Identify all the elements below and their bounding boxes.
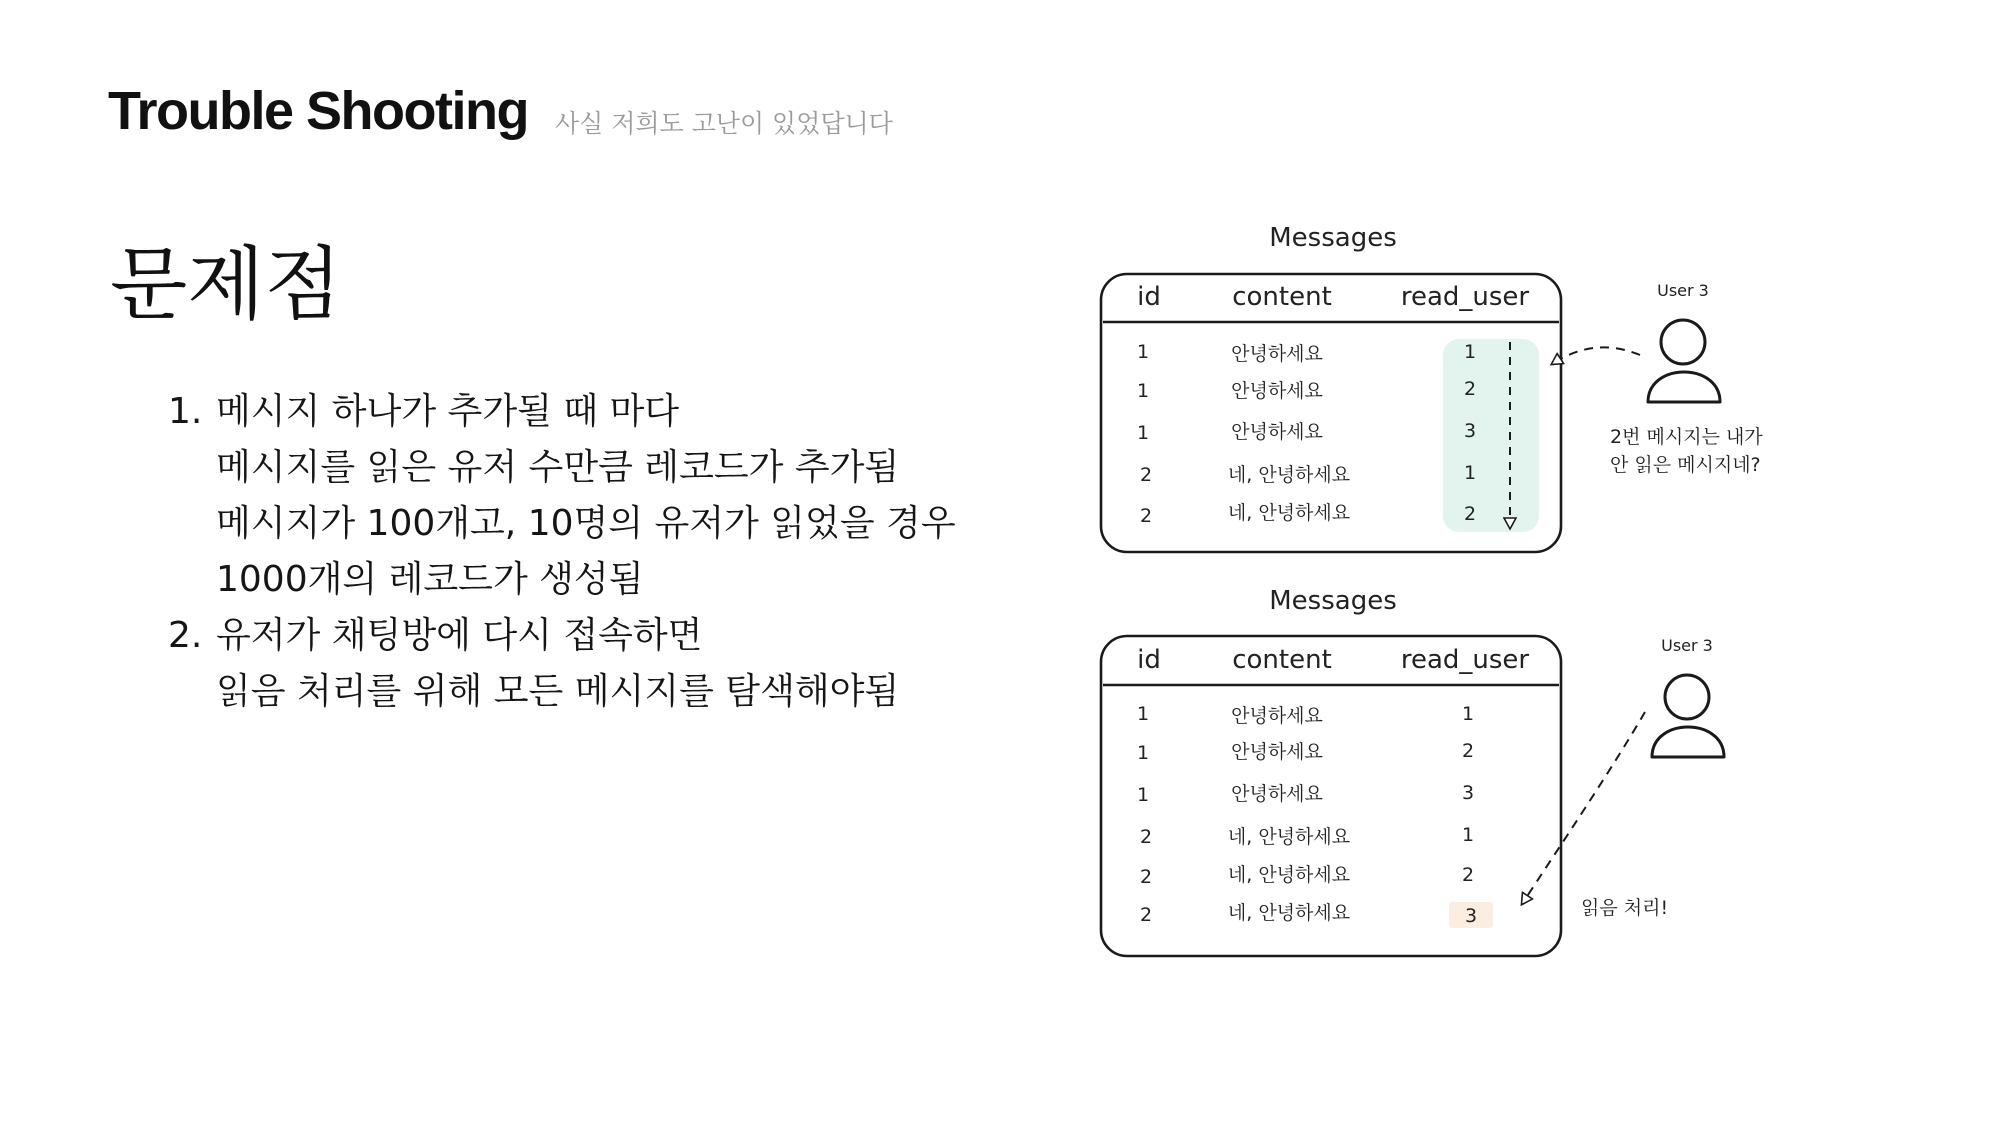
cell-read-user: 3 (1461, 782, 1475, 804)
read-note: 읽음 처리! (1581, 897, 1669, 919)
user-label: User 3 (1661, 636, 1713, 655)
cell-id: 2 (1139, 866, 1153, 888)
cell-read-user: 2 (1463, 503, 1477, 525)
cell-id: 2 (1139, 826, 1153, 848)
user-avatar-icon (1652, 675, 1724, 757)
cell-content: 안녕하세요 (1231, 705, 1323, 727)
cell-read-user: 3 (1464, 905, 1478, 927)
table-row (1140, 462, 1476, 486)
table-title: Messages (1269, 223, 1397, 253)
table-row (1140, 902, 1493, 928)
cell-content: 안녕하세요 (1231, 380, 1323, 402)
cell-id: 1 (1136, 703, 1150, 725)
problem-line: 1000개의 레코드가 생성됨 (216, 559, 644, 600)
pointer-arrow (1552, 347, 1640, 364)
table-row (1140, 864, 1474, 888)
cell-id: 1 (1136, 742, 1150, 764)
table-row (1140, 502, 1476, 527)
table-row (1137, 341, 1476, 365)
table-row (1137, 782, 1474, 806)
column-header: id (1137, 645, 1161, 675)
column-header: id (1137, 282, 1161, 312)
cell-read-user: 2 (1463, 378, 1477, 400)
cell-content: 네, 안녕하세요 (1227, 864, 1351, 886)
cell-read-user: 3 (1463, 420, 1477, 442)
cell-id: 2 (1139, 505, 1153, 527)
page-title: Trouble Shooting (108, 81, 528, 141)
column-header: content (1232, 645, 1332, 675)
table-row (1137, 703, 1474, 727)
read-user-highlight (1443, 339, 1539, 532)
section-title: 문제점 (110, 238, 342, 331)
problem-line: 메시지를 읽은 유저 수만큼 레코드가 추가됨 (216, 447, 900, 488)
user-thought: 2번 메시지는 내가 (1610, 426, 1763, 448)
table-row (1140, 824, 1474, 848)
read-arrow (1522, 712, 1645, 904)
cell-read-user: 1 (1463, 462, 1477, 484)
cell-content: 네, 안녕하세요 (1227, 502, 1351, 524)
cell-content: 네, 안녕하세요 (1227, 464, 1351, 486)
cell-content: 안녕하세요 (1231, 741, 1323, 763)
cell-read-user: 1 (1461, 824, 1475, 846)
user-avatar-icon (1648, 320, 1720, 402)
cell-content: 네, 안녕하세요 (1227, 902, 1351, 924)
cell-id: 1 (1136, 422, 1150, 444)
cell-content: 네, 안녕하세요 (1227, 826, 1351, 848)
cell-id: 2 (1139, 464, 1153, 486)
problem-line: 읽음 처리를 위해 모든 메시지를 탐색해야됨 (216, 671, 900, 712)
problem-number: 1. (168, 391, 203, 432)
column-header: read_user (1400, 645, 1530, 675)
column-header: content (1232, 282, 1332, 312)
problem-line: 메시지가 100개고, 10명의 유저가 읽었을 경우 (216, 503, 956, 544)
cell-read-user: 1 (1463, 341, 1477, 363)
table-row (1137, 420, 1476, 444)
cell-id: 2 (1139, 904, 1153, 926)
cell-read-user: 2 (1461, 864, 1475, 886)
cell-id: 1 (1136, 784, 1150, 806)
cell-id: 1 (1136, 380, 1150, 402)
cell-content: 안녕하세요 (1231, 783, 1323, 805)
column-header: read_user (1400, 282, 1530, 312)
problem-line: 유저가 채팅방에 다시 접속하면 (216, 615, 703, 656)
user-label: User 3 (1657, 281, 1709, 300)
table-row (1137, 740, 1474, 764)
problem-line: 메시지 하나가 추가될 때 마다 (216, 391, 680, 432)
cell-content: 안녕하세요 (1231, 343, 1323, 365)
problem-number: 2. (168, 615, 203, 656)
table-title: Messages (1269, 586, 1397, 616)
cell-read-user: 2 (1461, 740, 1475, 762)
table-row (1137, 378, 1476, 402)
cell-content: 안녕하세요 (1231, 421, 1323, 443)
user-thought: 안 읽은 메시지네? (1610, 454, 1761, 476)
page-subtitle: 사실 저희도 고난이 있었답니다 (555, 109, 893, 138)
cell-read-user: 1 (1461, 703, 1475, 725)
cell-id: 1 (1136, 341, 1150, 363)
